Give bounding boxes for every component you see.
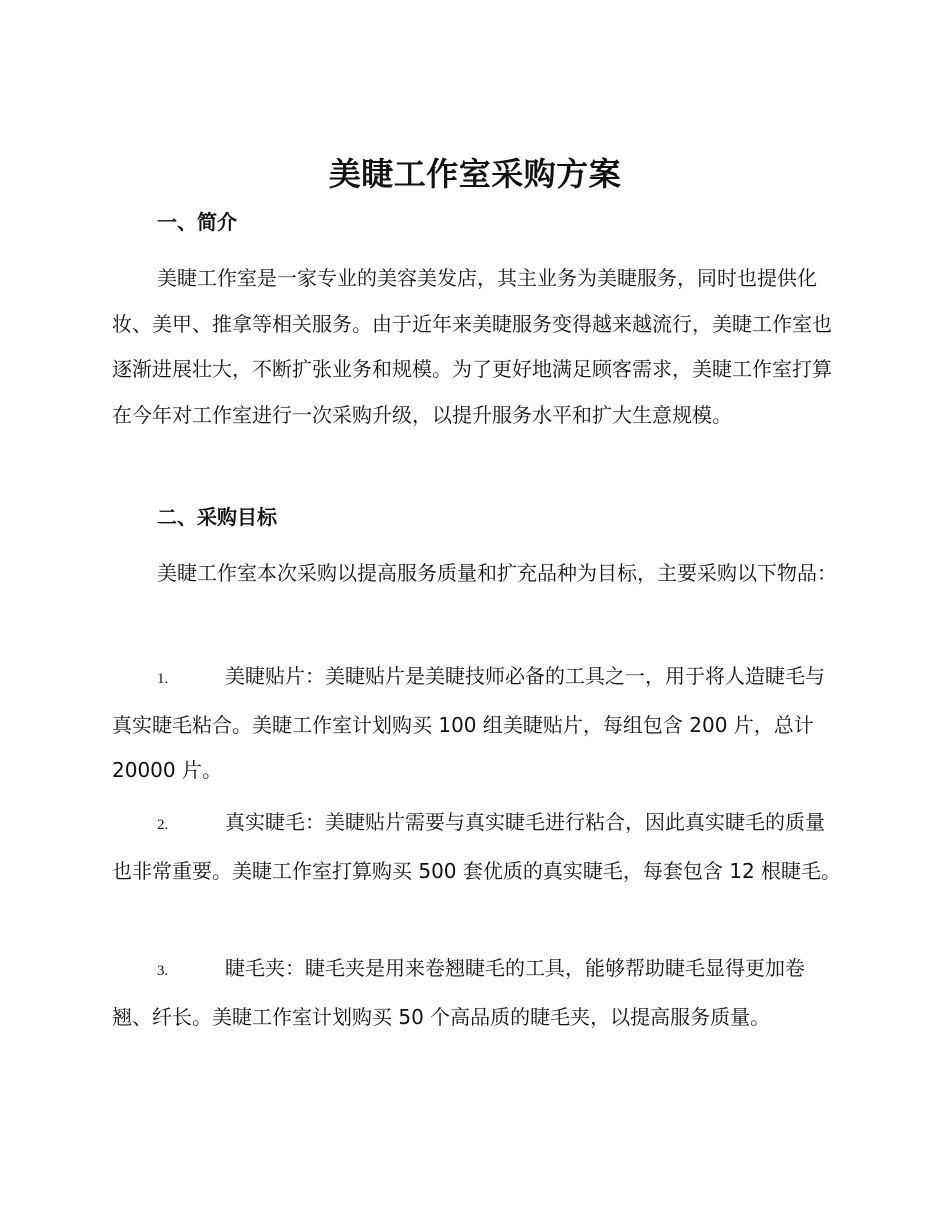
intro-paragraph: 美睫工作室是一家专业的美容美发店，其主业务为美睫服务，同时也提供化妆、美甲、推拿等相关服务。由于近年来美睫服务变得越来越流行，美睫工作室也逐渐进展壮大，不断扩张业务和规模。为了更好地满足顾客需求，美睫工作室打算在今年对工作室进行一次采购升级，以提升服务水平和扩大生意规模。 [112,266,832,427]
document-title: 美睫工作室采购方案 [328,155,622,193]
goals-paragraph: 美睫工作室本次采购以提高服务质量和扩充品种为目标，主要采购以下物品： [157,561,837,585]
list-item-number: 3. [157,963,169,979]
list-item [112,800,842,894]
list-item-text: 真实睫毛：美睫贴片需要与真实睫毛进行粘合，因此真实睫毛的质量也非常重要。美睫工作室打算购买 500 套优质的真实睫毛，每套包含 12 根睫毛。 [112,810,842,883]
list-item [112,946,842,1040]
section-heading-goals: 二、采购目标 [157,505,277,529]
list-item-number: 1. [157,671,169,687]
list-item [112,654,842,794]
list-item-number: 2. [157,817,169,833]
list-item-text: 睫毛夹：睫毛夹是用来卷翘睫毛的工具，能够帮助睫毛显得更加卷翘、纤长。美睫工作室计划购买 50 个高品质的睫毛夹，以提高服务质量。 [112,956,805,1029]
list-item-text: 美睫贴片：美睫贴片是美睫技师必备的工具之一，用于将人造睫毛与真实睫毛粘合。美睫工作室计划购买 100 组美睫贴片，每组包含 200 片，总计 20000 片。 [112,664,825,782]
section-heading-intro: 一、简介 [157,210,237,234]
